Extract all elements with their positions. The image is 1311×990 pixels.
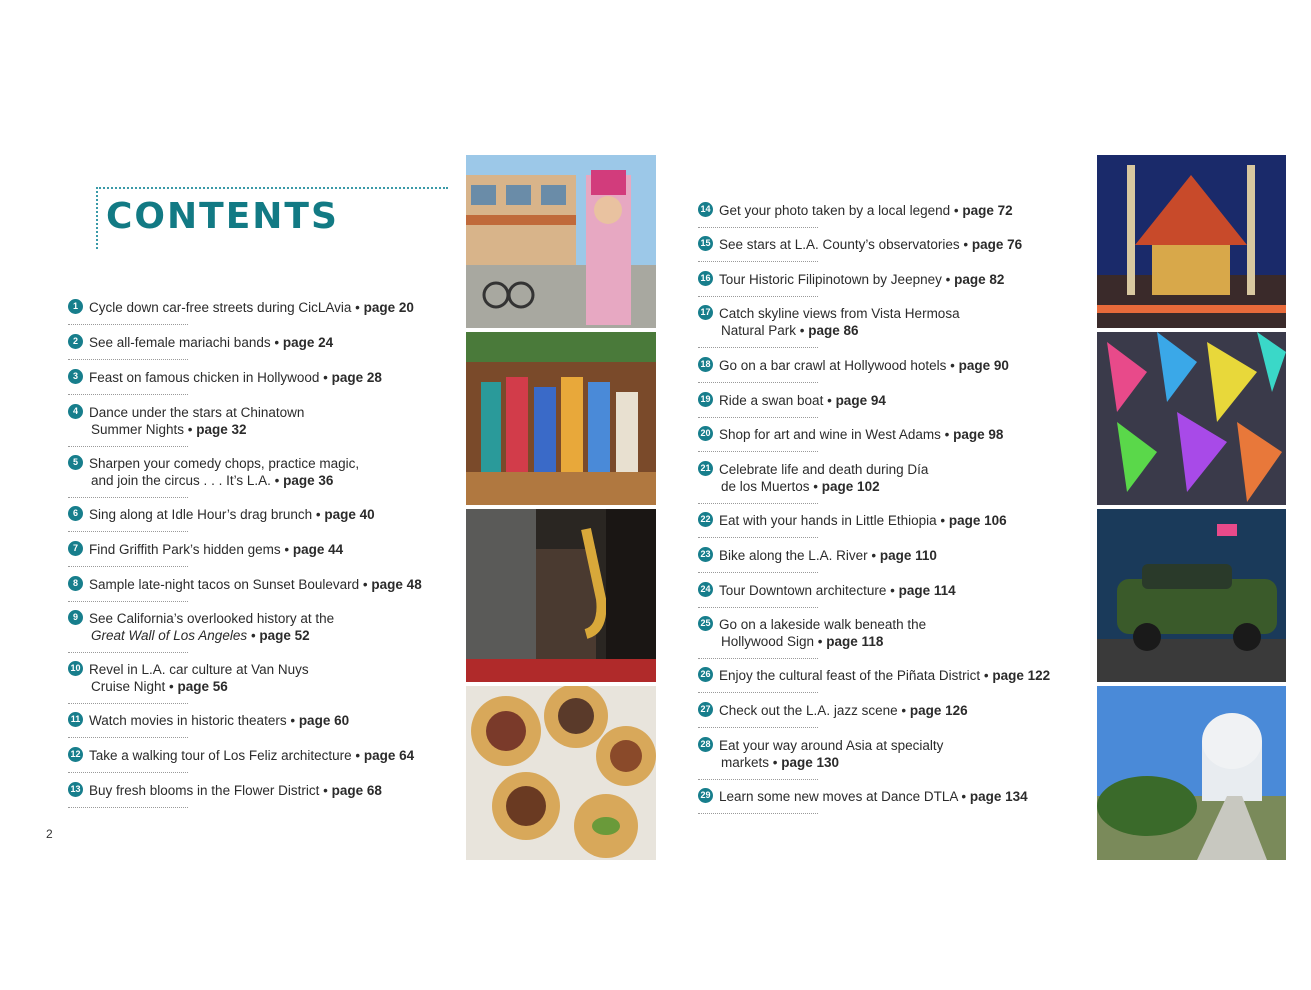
toc-page-ref: page 32 — [196, 422, 247, 437]
toc-page-ref: page 90 — [958, 358, 1009, 373]
toc-entry-title: Feast on famous chicken in Hollywood • — [89, 370, 328, 385]
toc-entry-title: Go on a bar crawl at Hollywood hotels • — [719, 358, 955, 373]
page-title: CONTENTS — [106, 196, 339, 237]
toc-entry-title-continued: Hollywood Sign • — [721, 634, 823, 649]
dotted-divider — [698, 813, 818, 814]
dotted-divider — [698, 296, 818, 297]
toc-entry-text — [719, 392, 886, 409]
toc-entry-title: See California’s overlooked history at the — [89, 611, 335, 626]
toc-item[interactable] — [68, 404, 488, 438]
photo-observatory — [1097, 686, 1286, 860]
toc-entry-title-continued: markets • — [721, 755, 778, 770]
toc-page-ref: page 110 — [879, 548, 937, 563]
toc-entry-text — [719, 702, 968, 719]
toc-number-badge: 11 — [68, 712, 83, 727]
dotted-divider — [68, 446, 188, 447]
photo-saxophone — [466, 509, 656, 682]
photo-lowrider-car — [1097, 509, 1286, 682]
toc-page-ref: page 72 — [962, 203, 1013, 218]
toc-number-badge: 19 — [698, 392, 713, 407]
toc-entry-title: Eat with your hands in Little Ethiopia • — [719, 513, 946, 528]
toc-item[interactable] — [698, 271, 1118, 288]
toc-page-ref: page 86 — [808, 323, 859, 338]
toc-entry-text — [89, 661, 309, 695]
toc-entry-title: Cycle down car-free streets during CicLAvia • — [89, 300, 360, 315]
toc-number-badge: 6 — [68, 506, 83, 521]
toc-page-ref: page 56 — [177, 679, 228, 694]
toc-entry-text — [89, 506, 375, 523]
toc-page-ref: page 118 — [826, 634, 884, 649]
toc-entry-text — [89, 610, 334, 644]
toc-item[interactable] — [698, 202, 1118, 219]
dotted-divider — [68, 394, 188, 395]
toc-item[interactable] — [698, 582, 1118, 599]
toc-number-badge: 9 — [68, 610, 83, 625]
toc-entry-title: Shop for art and wine in West Adams • — [719, 427, 950, 442]
dotted-divider — [698, 658, 818, 659]
dotted-divider — [698, 537, 818, 538]
toc-page-ref: page 134 — [969, 789, 1028, 804]
toc-entry-text — [719, 667, 1050, 684]
toc-entry-text — [719, 271, 1004, 288]
photo-pinatas — [1097, 332, 1286, 505]
dotted-divider — [698, 727, 818, 728]
toc-entry-title-continued: Cruise Night • — [91, 679, 174, 694]
toc-item[interactable] — [698, 305, 1118, 339]
toc-entry-title: Revel in L.A. car culture at Van Nuys — [89, 662, 309, 677]
toc-number-badge: 26 — [698, 667, 713, 682]
toc-page-ref: page 82 — [954, 272, 1005, 287]
toc-page-ref: page 114 — [898, 583, 956, 598]
toc-entry-text — [89, 747, 414, 764]
toc-page-ref: page 36 — [283, 473, 334, 488]
toc-entry-text — [719, 616, 926, 650]
photo-tacos — [466, 686, 656, 860]
toc-number-badge: 2 — [68, 334, 83, 349]
toc-entry-text — [89, 404, 304, 438]
toc-entry-text — [89, 334, 333, 351]
toc-entry-title: Enjoy the cultural feast of the Piñata District • — [719, 668, 989, 683]
toc-number-badge: 15 — [698, 236, 713, 251]
toc-page-ref: page 52 — [259, 628, 310, 643]
toc-item[interactable] — [68, 334, 488, 351]
toc-entry-title: Buy fresh blooms in the Flower District • — [89, 783, 328, 798]
dotted-divider — [68, 359, 188, 360]
dotted-divider — [698, 227, 818, 228]
dotted-divider — [68, 531, 188, 532]
toc-item[interactable] — [68, 455, 488, 489]
toc-entry-text — [89, 712, 349, 729]
toc-entry-text — [89, 455, 359, 489]
toc-item[interactable] — [68, 610, 488, 644]
toc-number-badge: 20 — [698, 426, 713, 441]
toc-item[interactable] — [68, 541, 488, 558]
toc-number-badge: 21 — [698, 461, 713, 476]
dotted-divider — [68, 652, 188, 653]
toc-item[interactable] — [698, 512, 1118, 529]
dotted-divider — [698, 382, 818, 383]
toc-number-badge: 23 — [698, 547, 713, 562]
toc-number-badge: 10 — [68, 661, 83, 676]
dotted-divider — [68, 772, 188, 773]
toc-entry-title-continued: Natural Park • — [721, 323, 805, 338]
toc-number-badge: 7 — [68, 541, 83, 556]
dotted-divider — [68, 703, 188, 704]
toc-entry-title: Ride a swan boat • — [719, 393, 832, 408]
toc-entry-text — [719, 305, 960, 339]
dotted-divider — [698, 451, 818, 452]
toc-item[interactable] — [698, 737, 1118, 771]
toc-item[interactable] — [698, 236, 1118, 253]
toc-item[interactable] — [698, 667, 1118, 684]
toc-number-badge: 8 — [68, 576, 83, 591]
toc-page-ref: page 106 — [948, 513, 1007, 528]
toc-item[interactable] — [68, 747, 488, 764]
toc-number-badge: 4 — [68, 404, 83, 419]
toc-number-badge: 1 — [68, 299, 83, 314]
toc-item[interactable] — [698, 702, 1118, 719]
toc-item[interactable] — [698, 426, 1118, 443]
toc-entry-title: Dance under the stars at Chinatown — [89, 405, 305, 420]
dotted-divider — [68, 566, 188, 567]
photo-street-performer — [466, 155, 656, 328]
dotted-divider — [68, 807, 188, 808]
toc-page-ref: page 126 — [909, 703, 968, 718]
toc-page-ref: page 76 — [971, 237, 1023, 252]
toc-page-ref: page 48 — [371, 577, 422, 592]
toc-number-badge: 27 — [698, 702, 713, 717]
dotted-divider — [698, 607, 818, 608]
toc-entry-text — [719, 788, 1028, 805]
page-number: 2 — [46, 827, 53, 841]
dotted-divider — [698, 503, 818, 504]
dotted-divider — [68, 737, 188, 738]
toc-item[interactable] — [68, 506, 488, 523]
toc-entry-text — [89, 782, 382, 799]
toc-entry-title: Catch skyline views from Vista Hermosa — [719, 306, 960, 321]
toc-entry-title: Go on a lakeside walk beneath the — [719, 617, 927, 632]
toc-entry-text — [89, 299, 414, 316]
toc-number-badge: 22 — [698, 512, 713, 527]
toc-entry-text — [89, 576, 422, 593]
dotted-divider — [698, 572, 818, 573]
toc-item[interactable] — [68, 299, 488, 316]
toc-item[interactable] — [68, 782, 488, 799]
toc-entry-text — [719, 582, 956, 599]
toc-page-ref: page 68 — [331, 783, 382, 798]
photo-chinese-theatre — [1097, 155, 1286, 328]
toc-page-ref: page 44 — [292, 542, 344, 557]
toc-entry-title: Sample late-night tacos on Sunset Boulevard • — [89, 577, 368, 592]
toc-entry-title: See all-female mariachi bands • — [89, 335, 280, 350]
toc-item[interactable] — [698, 616, 1118, 650]
toc-entry-title: Eat your way around Asia at specialty — [719, 738, 944, 753]
toc-entry-title-continued: de los Muertos • — [721, 479, 819, 494]
toc-entry-text — [719, 461, 928, 495]
toc-number-badge: 25 — [698, 616, 713, 631]
toc-page-ref: page 24 — [282, 335, 334, 350]
toc-page-ref: page 40 — [324, 507, 375, 522]
toc-entry-text — [719, 512, 1007, 529]
toc-page-ref: page 102 — [821, 479, 880, 494]
dotted-divider — [698, 779, 818, 780]
dotted-divider — [698, 261, 818, 262]
photo-folk-dolls — [466, 332, 656, 505]
toc-page-ref: page 64 — [363, 748, 415, 763]
toc-number-badge: 13 — [68, 782, 83, 797]
toc-number-badge: 17 — [698, 305, 713, 320]
toc-page-ref: page 28 — [331, 370, 382, 385]
toc-item[interactable] — [68, 369, 488, 386]
toc-page-ref: page 122 — [992, 668, 1051, 683]
toc-entry-title: Tour Downtown architecture • — [719, 583, 895, 598]
toc-entry-title: Get your photo taken by a local legend • — [719, 203, 959, 218]
toc-entry-title-continued: Great Wall of Los Angeles • — [91, 628, 256, 643]
dotted-divider — [68, 601, 188, 602]
dotted-divider — [698, 692, 818, 693]
toc-entry-title-continued: Summer Nights • — [91, 422, 193, 437]
toc-entry-title: See stars at L.A. County’s observatories • — [719, 237, 969, 252]
toc-number-badge: 16 — [698, 271, 713, 286]
toc-page-ref: page 60 — [298, 713, 350, 728]
toc-entry-text — [719, 202, 1013, 219]
toc-entry-title: Check out the L.A. jazz scene • — [719, 703, 907, 718]
toc-entry-title: Sharpen your comedy chops, practice magic, — [89, 456, 360, 471]
toc-number-badge: 14 — [698, 202, 713, 217]
toc-number-badge: 28 — [698, 737, 713, 752]
toc-entry-title: Watch movies in historic theaters • — [89, 713, 296, 728]
toc-item[interactable] — [698, 788, 1118, 805]
dotted-divider — [68, 324, 188, 325]
toc-item[interactable] — [68, 712, 488, 729]
toc-entry-title: Bike along the L.A. River • — [719, 548, 877, 563]
toc-number-badge: 12 — [68, 747, 83, 762]
toc-entry-title: Sing along at Idle Hour’s drag brunch • — [89, 507, 321, 522]
dotted-divider — [68, 497, 188, 498]
dotted-divider — [698, 417, 818, 418]
toc-entry-text — [89, 541, 343, 558]
toc-entry-title: Take a walking tour of Los Feliz architecture • — [89, 748, 361, 763]
toc-entry-text — [719, 426, 1003, 443]
dotted-divider — [698, 347, 818, 348]
toc-page-ref: page 98 — [953, 427, 1004, 442]
toc-item[interactable] — [68, 576, 488, 593]
toc-item[interactable] — [698, 357, 1118, 374]
toc-item[interactable] — [698, 547, 1118, 564]
toc-entry-text — [719, 357, 1009, 374]
toc-page-ref: page 130 — [781, 755, 840, 770]
toc-entry-text — [719, 236, 1022, 253]
toc-entry-text — [719, 737, 943, 771]
toc-item[interactable] — [698, 392, 1118, 409]
toc-number-badge: 29 — [698, 788, 713, 803]
toc-entry-text — [89, 369, 382, 386]
toc-page-ref: page 94 — [835, 393, 886, 408]
toc-number-badge: 3 — [68, 369, 83, 384]
toc-item[interactable] — [68, 661, 488, 695]
toc-entry-title: Learn some new moves at Dance DTLA • — [719, 789, 967, 804]
toc-item[interactable] — [698, 461, 1118, 495]
toc-entry-title: Find Griffith Park’s hidden gems • — [89, 542, 290, 557]
toc-entry-title: Tour Historic Filipinotown by Jeepney • — [719, 272, 951, 287]
toc-entry-title-continued: and join the circus . . . It’s L.A. • — [91, 473, 280, 488]
toc-number-badge: 5 — [68, 455, 83, 470]
toc-number-badge: 18 — [698, 357, 713, 372]
toc-entry-text — [719, 547, 937, 564]
toc-number-badge: 24 — [698, 582, 713, 597]
toc-page-ref: page 20 — [363, 300, 414, 315]
toc-entry-title: Celebrate life and death during Día — [719, 462, 929, 477]
